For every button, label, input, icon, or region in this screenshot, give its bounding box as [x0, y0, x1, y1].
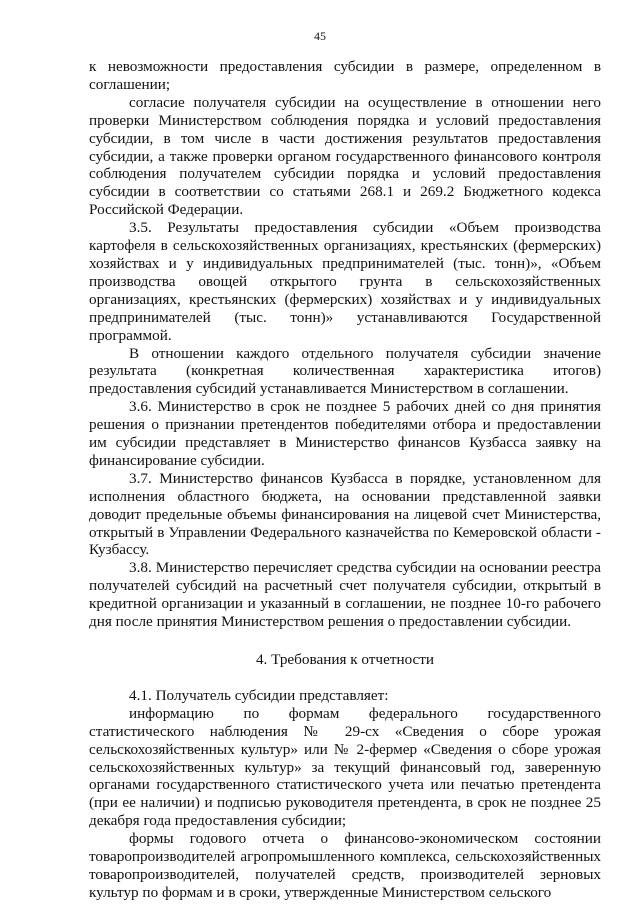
paragraph-3-6: 3.6. Министерство в срок не позднее 5 рабочих дней со дня принятия решения о признании претендентов победителями отбора и предоставлении им субсидии представляет в Министерство финансов Кузбасса заявку на финансирование субсидии. — [89, 398, 601, 469]
paragraph-statistics-info: информацию по формам федерального государственного статистического наблюдения № 29-сх «Сведения о сборе урожая сельскохозяйственных культур» или № 2-фермер «Сведения о сборе урожая сельскохозяйственных культур» за текущий финансовый год, заверенную органами государственного статистического учета или печатью претендента (при ее наличии) и подписью руководителя претендента, в срок не позднее 25 декабря года предоставления субсидии; — [89, 704, 601, 830]
paragraph-1: к невозможности предоставления субсидии в размере, определенном в соглашении; — [89, 58, 601, 93]
paragraph-3-5: 3.5. Результаты предоставления субсидии «Объем производства картофеля в сельскохозяйственных организациях, крестьянских (фермерских) хозяйствах и у индивидуальных предпринимателей (тыс. тонн)», «Объем производства овощей открытого грунта в сельскохозяйственных организациях, крестьянских (фермерских) хозяйствах и у индивидуальных предпринимателей (тыс. тонн)» устанавливаются Государственной программой. — [89, 219, 601, 344]
paragraph-4-1: 4.1. Получатель субсидии представляет: — [129, 686, 389, 704]
paragraph-3-7: 3.7. Министерство финансов Кузбасса в порядке, установленном для исполнения областного бюджета, на основании представленной заявки доводит предельные объемы финансирования на лицевой счет Министерства, открытый в Управлении Федерального казначейства по Кемеровской области - Кузбассу. — [89, 469, 601, 559]
document-body — [89, 58, 601, 902]
paragraph-annual-report: формы годового отчета о финансово-экономическом состоянии товаропроизводителей агропромышленного комплекса, сельскохозяйственных товаропроизводителей, получателей средств, производителей зерновых культур по формам и в сроки, утвержденные Министерством сельского — [89, 830, 601, 901]
section-heading: 4. Требования к отчетности — [255, 651, 435, 668]
paragraph-3-8: 3.8. Министерство перечисляет средства субсидии на основании реестра получателей субсидий на расчетный счет получателя субсидии, открытый в кредитной организации и указанный в соглашении, не позднее 10-го рабочего дня после принятия Министерством решения о предоставлении субсидии. — [89, 559, 601, 631]
paragraph-result-value: В отношении каждого отдельного получателя субсидии значение результата (конкретная количественная характеристика итогов) предоставления субсидий устанавливается Министерством в соглашении. — [89, 344, 601, 398]
paragraph-2: согласие получателя субсидии на осуществление в отношении него проверки Министерством соблюдения порядка и условий предоставления субсидии, в том числе в части достижения результатов предоставления субсидии, а также проверки органом государственного финансового контроля соблюдения получателем субсидии порядка и условий предоставления субсидии в соответствии со статьями 268.1 и 269.2 Бюджетного кодекса Российской Федерации. — [89, 93, 601, 219]
page-number: 45 — [314, 29, 326, 43]
